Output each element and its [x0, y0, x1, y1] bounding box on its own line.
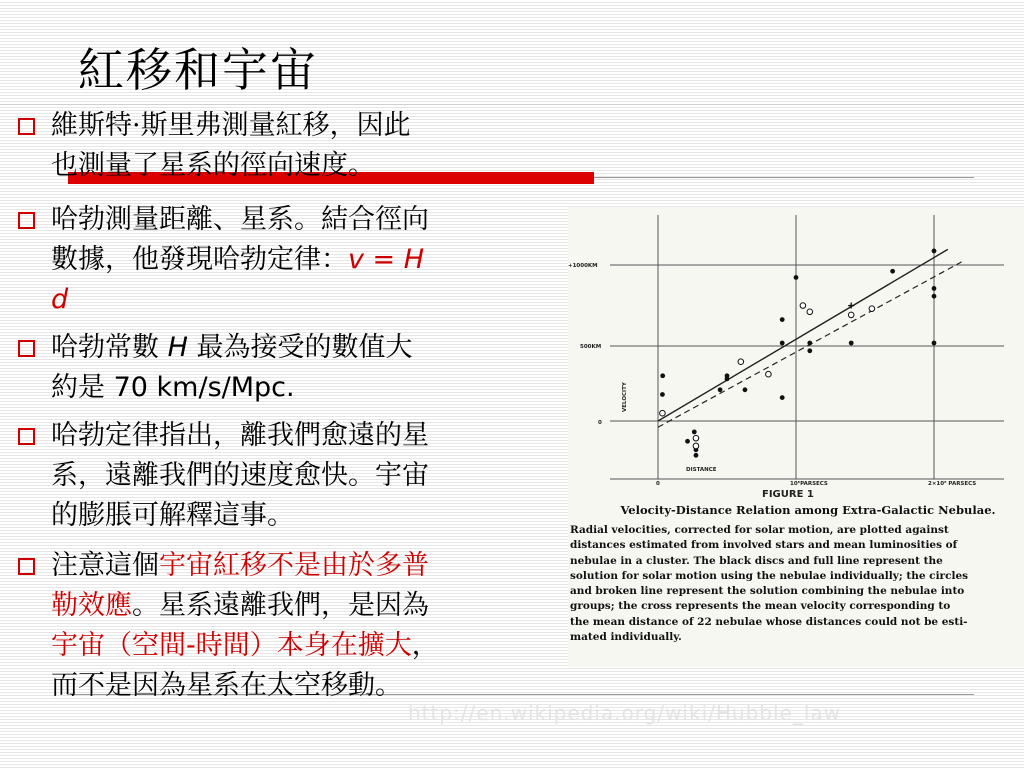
- checkbox-icon: [18, 118, 35, 135]
- caption-line: distances estimated from involved stars and mean luminosities of: [570, 539, 958, 552]
- filled-data-point: [849, 341, 854, 346]
- caption-line: solution for solar motion using the nebulae individually; the circles: [570, 569, 969, 582]
- filled-data-point: [660, 373, 665, 378]
- bullet-1: [18, 106, 548, 186]
- y-tick-label: +1000KM: [568, 263, 598, 269]
- caption-line: mated individually.: [570, 631, 682, 644]
- checkbox-icon: [18, 558, 35, 575]
- bullet-text: 哈勃常數 H 最為接受的數值大 約是 70 km/s/Mpc.: [51, 332, 413, 403]
- caption-line: groups; the cross represents the mean velocity corresponding to: [570, 600, 951, 613]
- hubble-chart: [568, 207, 1024, 502]
- open-data-point: [660, 410, 666, 416]
- caption-text: [570, 523, 1022, 645]
- filled-data-point: [685, 439, 690, 444]
- bullet-text: 哈勃定律指出，離我們愈遠的星 系，遠離我們的速度愈快。宇宙 的膨脹可解釋這事。: [51, 420, 429, 531]
- bullet-list: [18, 106, 548, 706]
- bullet-text: 注意這個宇宙紅移不是由於多普 勒效應。星系遠離我們，是因為 宇宙（空間-時間）本身在擴大， 而不是因為星系在太空移動。: [51, 550, 439, 701]
- open-data-point: [800, 303, 806, 309]
- chart-grid: [610, 215, 1004, 479]
- filled-data-point: [743, 387, 748, 392]
- caption-line: Radial velocities, corrected for solar motion, are plotted against: [570, 524, 949, 536]
- bullet-3: [18, 328, 548, 408]
- filled-data-point: [780, 395, 785, 400]
- caption-title: Velocity-Distance Relation among Extra-Galactic Nebulae.: [620, 503, 996, 517]
- filled-data-point: [692, 430, 697, 435]
- title-underline: [0, 104, 1024, 105]
- bullet-5: [18, 546, 548, 706]
- bullet-4: [18, 416, 548, 536]
- source-watermark: http://en.wikipedia.org/wiki/Hubble_law: [408, 701, 841, 725]
- filled-data-point: [932, 341, 937, 346]
- open-data-point: [766, 371, 772, 377]
- bullet-text: 維斯特·斯里弗測量紅移，因此 也測量了星系的徑向速度。: [51, 110, 411, 181]
- filled-data-point: [932, 286, 937, 291]
- filled-data-point: [807, 348, 812, 353]
- open-data-point: [738, 359, 744, 365]
- filled-data-point: [807, 341, 812, 346]
- open-data-point: [693, 443, 699, 449]
- filled-data-point: [890, 269, 895, 274]
- chart-marks: [658, 249, 962, 458]
- x-axis-title: DISTANCE: [686, 467, 717, 473]
- open-data-point: [848, 312, 854, 318]
- filled-data-point: [932, 294, 937, 299]
- x-tick-label: 0: [656, 481, 660, 487]
- y-axis-title: VELOCITY: [622, 382, 628, 412]
- filled-data-point: [780, 317, 785, 322]
- open-data-point: [807, 309, 813, 315]
- bullet-2: [18, 200, 548, 320]
- filled-data-point: [660, 392, 665, 397]
- checkbox-icon: [18, 212, 35, 229]
- filled-data-point: [794, 275, 799, 280]
- hubble-constant-value: 70 km/s/Mpc.: [113, 372, 295, 403]
- x-tick-label: 2×10⁶ PARSECS: [928, 481, 977, 487]
- open-data-point: [869, 306, 875, 312]
- y-tick-label: 0: [598, 420, 602, 426]
- hubble-law-formula: v = H: [348, 244, 425, 275]
- open-data-point: [693, 435, 699, 441]
- filled-data-point: [932, 249, 937, 254]
- y-tick-label: 500KM: [580, 344, 602, 350]
- filled-data-point: [780, 341, 785, 346]
- x-tick-label: 10⁶PARSECS: [790, 481, 828, 487]
- checkbox-icon: [18, 428, 35, 445]
- slide-title: 紅移和宇宙: [78, 43, 318, 97]
- filled-data-point: [718, 387, 723, 392]
- filled-data-point: [694, 453, 699, 458]
- caption-line: and broken line represent the solution combining the nebulae into: [570, 585, 965, 598]
- caption-line: nebulae in a cluster. The black discs and full line represent the: [570, 554, 943, 567]
- caption-line: the mean distance of 22 nebulae whose distances could not be esti-: [570, 615, 968, 628]
- checkbox-icon: [18, 340, 35, 357]
- figure-caption: [570, 503, 1022, 645]
- figure-label: FIGURE 1: [762, 489, 814, 500]
- solid-fit-line: [658, 249, 948, 421]
- filled-data-point: [725, 376, 730, 381]
- bullet-text: 哈勃測量距離、星系。結合徑向 數據，他發現哈勃定律：v = H d: [51, 204, 429, 315]
- accent-rule: [594, 177, 974, 178]
